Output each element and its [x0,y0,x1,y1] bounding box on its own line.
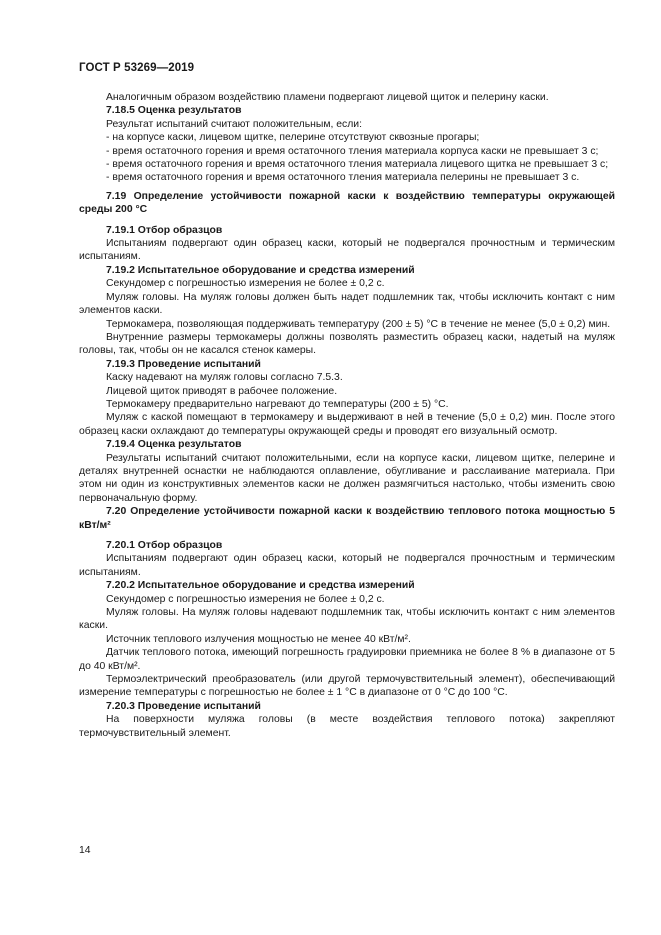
paragraph: Муляж головы. На муляж головы должен быть надет подшлемник так, чтобы исключить контакт с ним элементов каски. [79,291,615,317]
paragraph: Результаты испытаний считают положительными, если на корпусе каски, лицевом щитке, пелерине и деталях внутренней оснастки не наблюдаются оплавление, обугливание и расслаивание материала. При этом ни один из конструктивных элементов каски не должен размягчиться настолько, чтобы изменить свою первоначальную форму. [79,452,615,504]
paragraph: Результат испытаний считают положительным, если: [106,118,362,130]
paragraph: Термоэлектрический преобразователь (или другой термочувствительный элемент), обеспечивающий измерение температуры с погрешностью не более ± 1 °С в диапазоне от 0 °С до 100 °С. [79,674,615,699]
list-item: - время остаточного горения и время остаточного тления материала корпуса каски не превышает 3 с; [106,145,599,157]
section-heading: 7.19.4 Оценка результатов [106,439,242,451]
section-heading: 7.20.3 Проведение испытаний [106,700,261,712]
section-heading: 7.18.5 Оценка результатов [106,105,242,117]
paragraph: Термокамера, позволяющая поддерживать температуру (200 ± 5) °С в течение не менее (5,0 ± 0,2) мин. [106,318,611,330]
section-heading: 7.19.2 Испытательное оборудование и средства измерений [106,264,415,276]
section-heading: 7.19.3 Проведение испытаний [106,358,261,370]
paragraph: Испытаниям подвергают один образец каски, который не подвергался прочностным и термическим испытаниям. [79,553,615,578]
paragraph: Муляж головы. На муляж головы надевают подшлемник так, чтобы исключить контакт с ним элементов каски. [79,607,615,632]
paragraph: Датчик теплового потока, имеющий погрешность градуировки приемника не более 8 % в диапазоне от 5 до 40 кВт/м². [79,647,615,672]
paragraph: Каску надевают на муляж головы согласно 7.5.3. [106,372,343,384]
paragraph: Термокамеру предварительно нагревают до температуры (200 ± 5) °С. [106,398,449,410]
list-item: - время остаточного горения и время остаточного тления материала пелерины не превышает 3 с. [106,172,580,184]
page-number: 14 [79,845,91,856]
section-heading: 7.19.1 Отбор образцов [106,224,223,236]
paragraph: Муляж с каской помещают в термокамеру и выдерживают в ней в течение (5,0 ± 0,2) мин. После этого образец каски охлаждают до температуры окружающей среды и проводят его визуальный осмотр. [79,412,615,437]
paragraph: На поверхности муляжа головы (в месте воздействия теплового потока) закрепляют термочувствительный элемент. [79,714,615,739]
paragraph: Внутренние размеры термокамеры должны позволять разместить образец каски, надетый на муляж головы, так, чтобы он не касался стенок камеры. [79,331,615,357]
paragraph: Источник теплового излучения мощностью не менее 40 кВт/м². [106,633,411,645]
paragraph: Лицевой щиток приводят в рабочее положение. [106,385,338,397]
section-heading: 7.19 Определение устойчивости пожарной каски к воздействию температуры окружающей среды 200 °С [79,190,615,216]
paragraph: Аналогичным образом воздействию пламени подвергают лицевой щиток и пелерину каски. [106,92,549,103]
list-item: - время остаточного горения и время остаточного тления материала лицевого щитка не превышает 3 с; [106,159,609,171]
paragraph: Секундомер с погрешностью измерения не более ± 0,2 с. [106,278,385,290]
list-item: - на корпусе каски, лицевом щитке, пелерине отсутствуют сквозные прогары; [106,132,480,144]
section-heading: 7.20 Определение устойчивости пожарной каски к воздействию теплового потока мощностью 5 кВт/м² [79,506,615,531]
paragraph: Секундомер с погрешностью измерения не более ± 0,2 с. [106,593,385,605]
section-heading: 7.20.1 Отбор образцов [106,540,223,551]
document-header: ГОСТ Р 53269—2019 [79,62,195,74]
paragraph: Испытаниям подвергают один образец каски, который не подвергался прочностным и термическим испытаниям. [79,238,615,263]
section-heading: 7.20.2 Испытательное оборудование и средства измерений [106,580,415,592]
document-body [79,91,615,740]
